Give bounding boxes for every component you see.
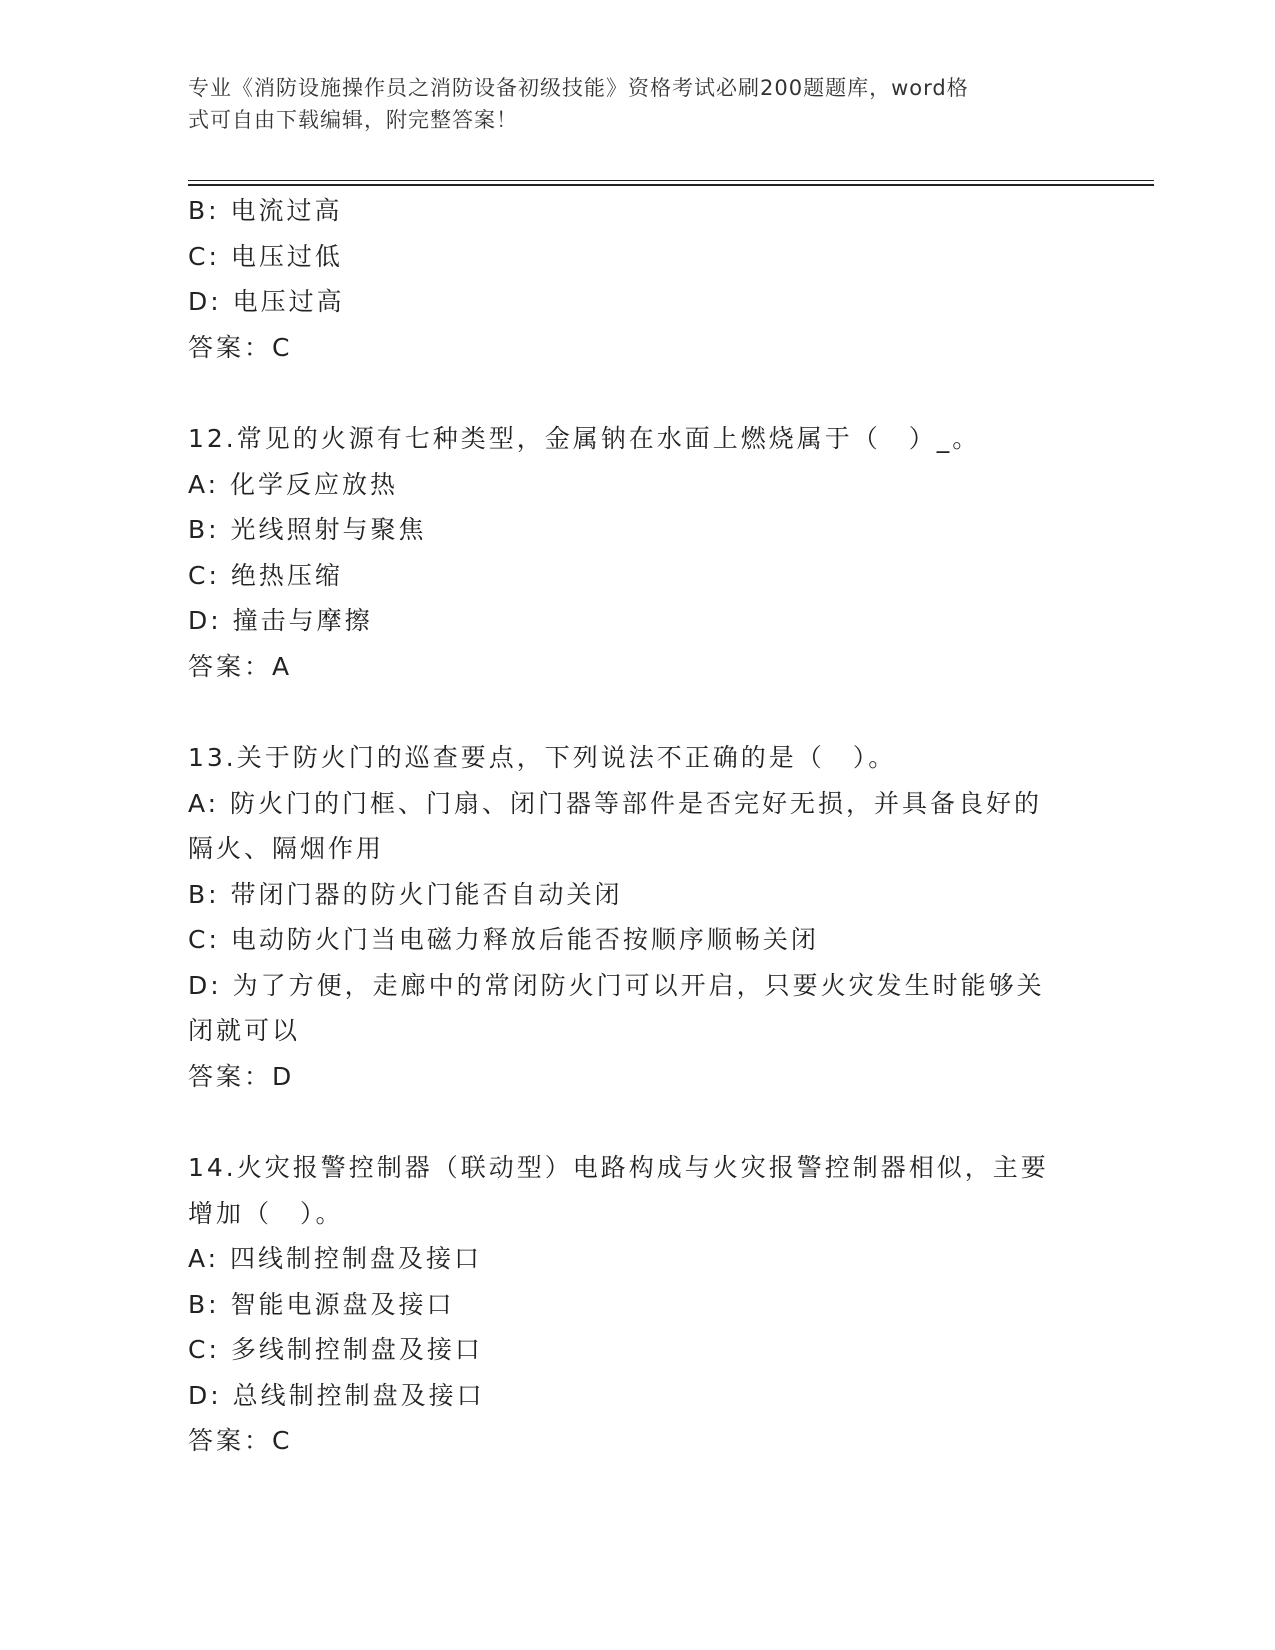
option-c: C: 电动防火门当电磁力释放后能否按顺序顺畅关闭 [188,925,819,954]
option-d: D: 撞击与摩擦 [188,606,373,635]
option-b: B: 电流过高 [188,196,343,225]
option-d: D: 电压过高 [188,287,345,316]
option-a: A: 化学反应放热 [188,469,399,499]
option-d: D: 总线制控制盘及接口 [188,1380,485,1410]
option-b: B: 带闭门器的防火门能否自动关闭 [188,879,623,909]
spacer [188,689,1078,735]
option-b: B: 光线照射与聚焦 [188,515,427,544]
question-list [188,188,1078,1464]
option-d-line-2: 闭就可以 [188,1016,301,1045]
question-stem: 12.常见的火源有七种类型，金属钠在水面上燃烧属于（ ）_。 [188,424,981,453]
header-line-1: 专业《消防设施操作员之消防设备初级技能》资格考试必刷200题题库，word格 [188,76,969,100]
question-14 [188,1145,1078,1464]
option-c: C: 电压过低 [188,241,343,271]
answer-line: 答案：C [188,1426,293,1455]
option-c: C: 多线制控制盘及接口 [188,1335,483,1364]
header-divider-thick [188,184,1154,186]
option-b: B: 智能电源盘及接口 [188,1289,455,1319]
question-12 [188,416,1078,689]
document-header [188,72,1078,136]
option-c: C: 绝热压缩 [188,560,343,590]
spacer [188,1099,1078,1145]
header-divider-thin [188,180,1154,181]
option-a: A: 四线制控制盘及接口 [188,1244,483,1273]
question-stem-line-2: 增加（ ）。 [188,1198,344,1228]
option-a-line-2: 隔火、隔烟作用 [188,834,385,863]
answer-line: 答案：A [188,651,293,681]
question-stem: 13.关于防火门的巡查要点，下列说法不正确的是（ ）。 [188,743,897,772]
answer-line: 答案：D [188,1061,295,1091]
option-a-line-1: A: 防火门的门框、门扇、闭门器等部件是否完好无损，并具备良好的 [188,788,1043,818]
header-line-2: 式可自由下载编辑，附完整答案！ [188,108,518,132]
answer-line: 答案：C [188,332,293,362]
question-stem-line-1: 14.火灾报警控制器（联动型）电路构成与火灾报警控制器相似，主要 [188,1153,1049,1182]
option-d-line-1: D: 为了方便，走廊中的常闭防火门可以开启，只要火灾发生时能够关 [188,970,1045,1000]
question-13 [188,735,1078,1099]
question-11-continued [188,188,1078,370]
spacer [188,370,1078,416]
